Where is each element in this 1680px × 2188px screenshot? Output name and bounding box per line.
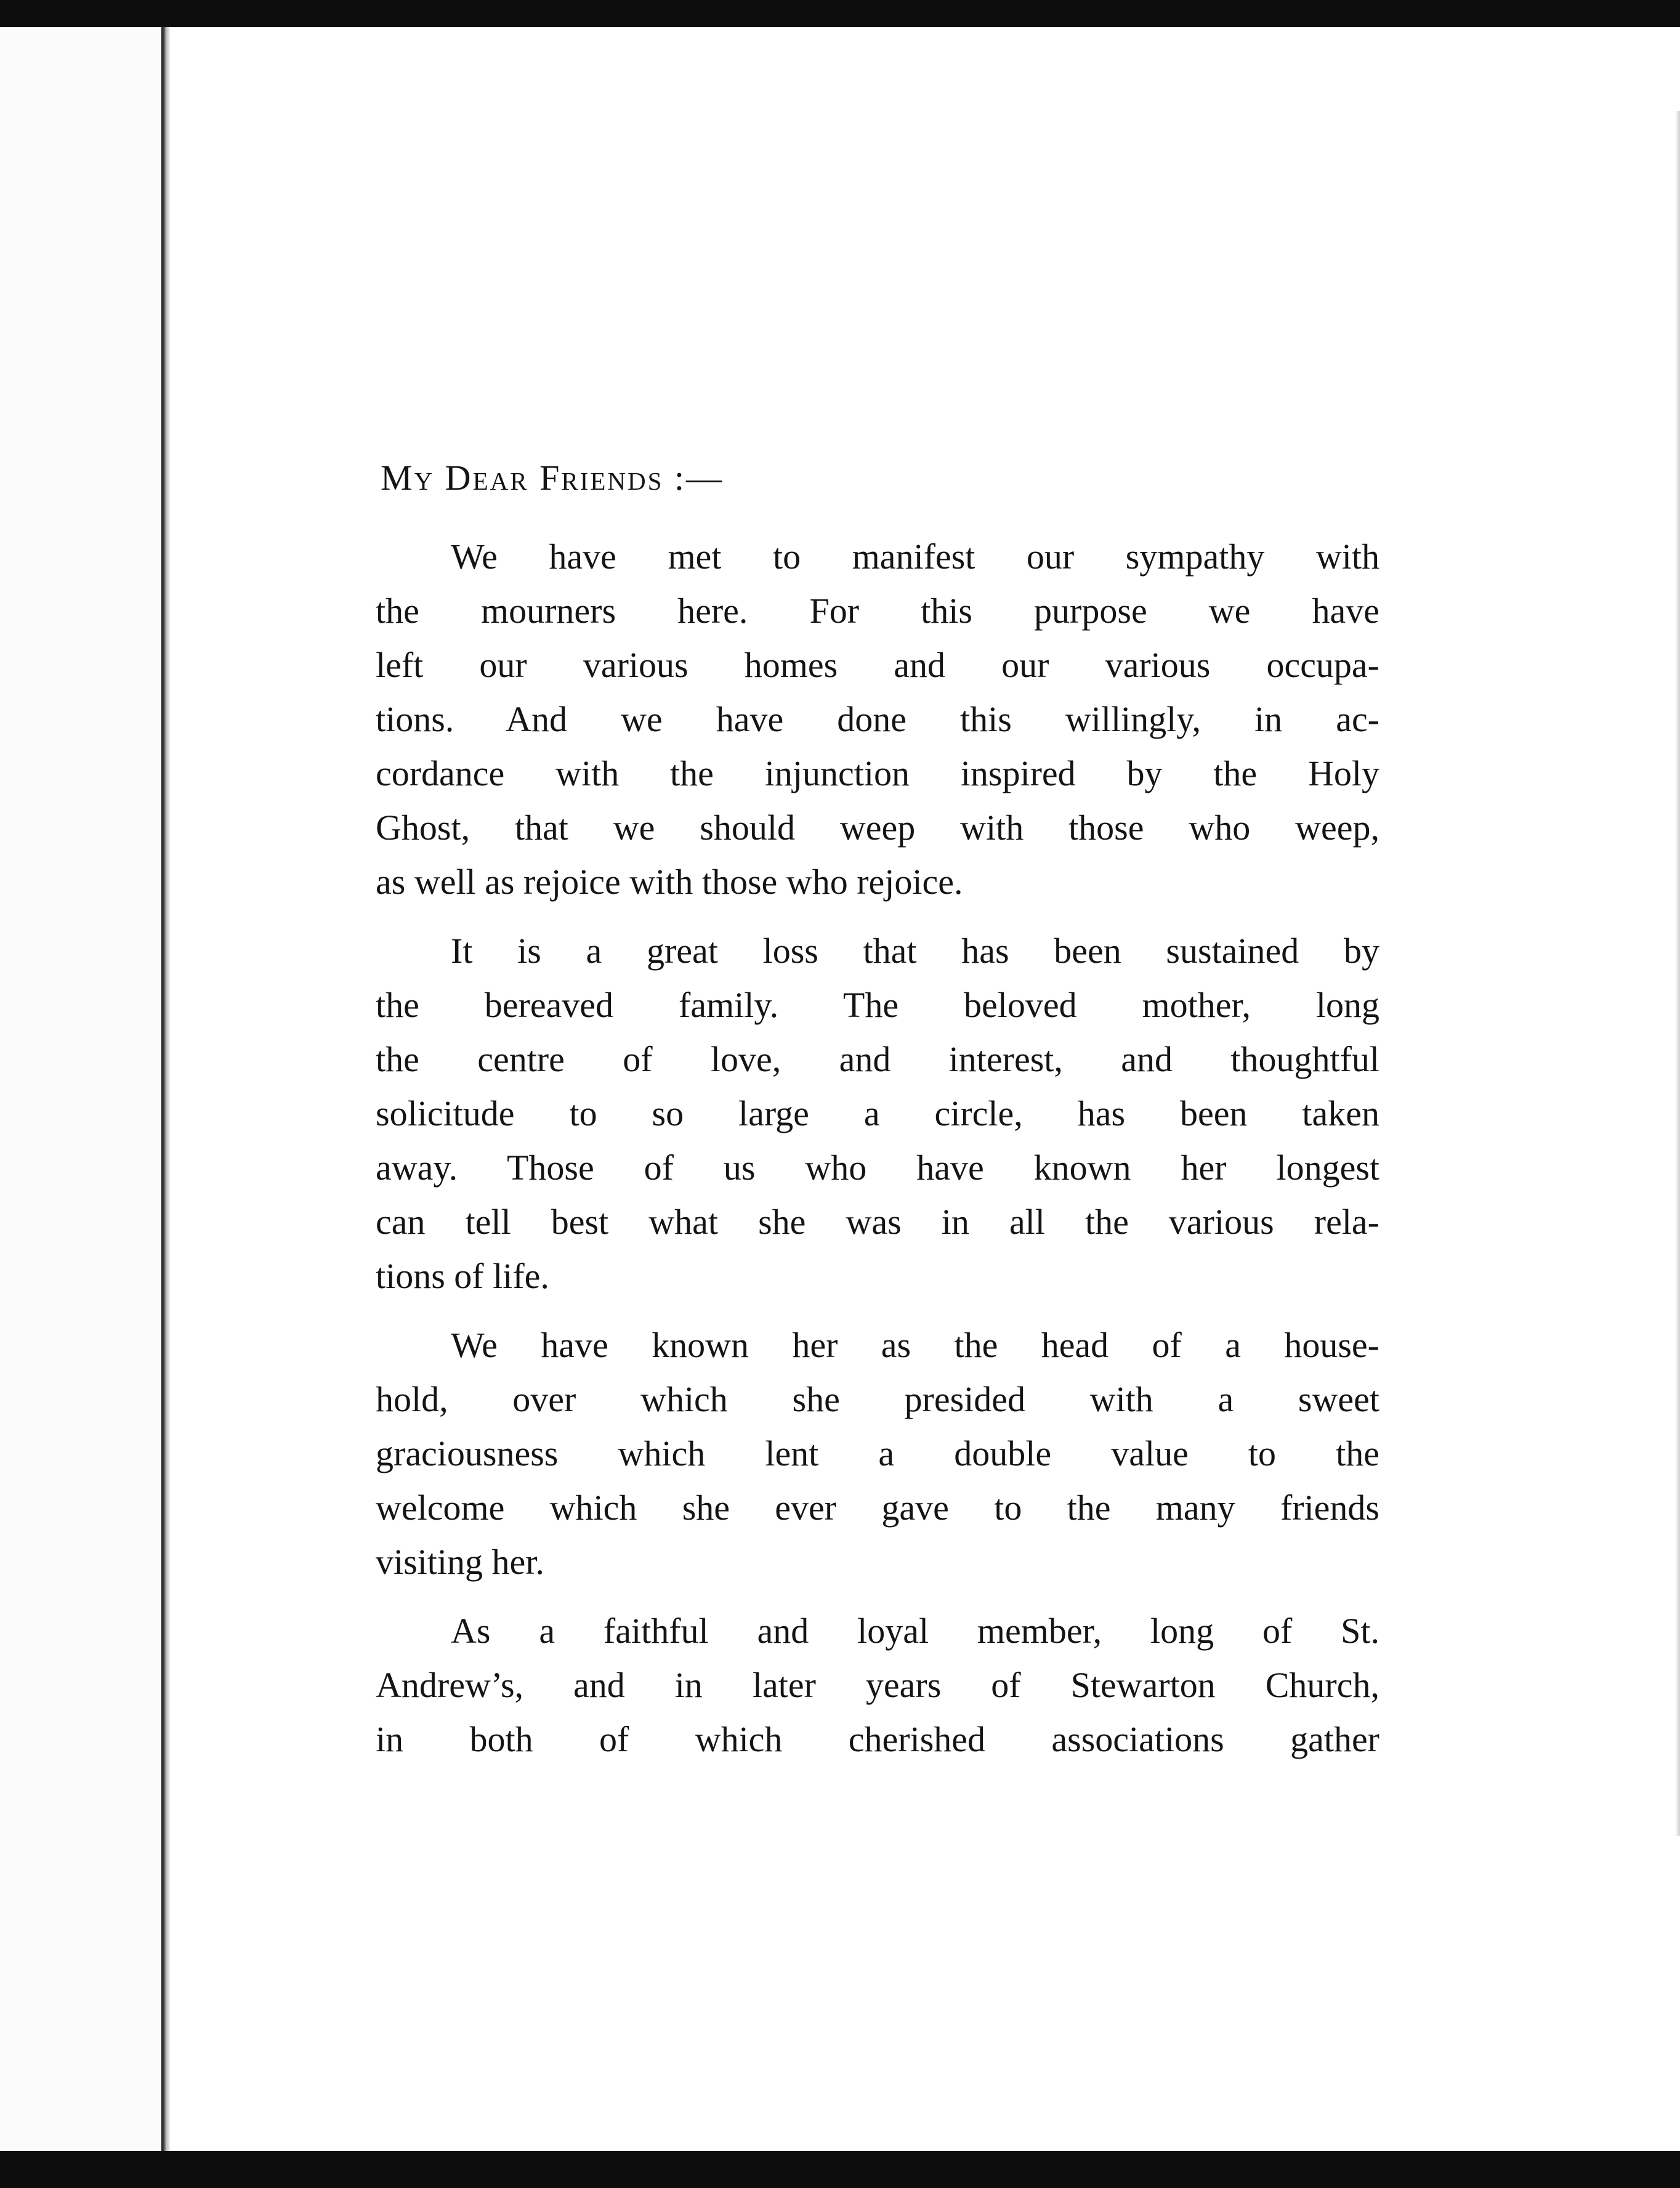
letter-body — [376, 444, 1379, 1781]
paragraph-2 — [376, 924, 1379, 1303]
scan-top-border — [0, 0, 1680, 27]
salutation: My Dear Friends :— — [381, 458, 724, 498]
text-line: We have met to manifest our sympathy with — [451, 537, 1379, 577]
left-margin-area — [0, 27, 161, 2151]
text-line: visiting her. — [376, 1542, 544, 1582]
text-line: cordance with the injunction inspired by the Holy — [376, 753, 1379, 793]
text-line: away. Those of us who have known her longest — [376, 1148, 1379, 1188]
text-line: the centre of love, and interest, and thoughtful — [376, 1039, 1379, 1079]
text-line: Andrew’s, and in later years of Stewarton Church, — [376, 1665, 1379, 1705]
text-line: in both of which cherished associations gather — [376, 1719, 1379, 1759]
text-line: Ghost, that we should weep with those who weep, — [376, 808, 1379, 848]
text-line: As a faithful and loyal member, long of St. — [451, 1611, 1379, 1651]
text-line: as well as rejoice with those who rejoice. — [376, 862, 963, 902]
right-page-edge — [1675, 111, 1680, 1836]
text-line: tions. And we have done this willingly, in ac- — [376, 699, 1379, 739]
scan-bottom-border — [0, 2151, 1680, 2188]
text-line: It is a great loss that has been sustained by — [451, 931, 1379, 971]
text-line: the mourners here. For this purpose we have — [376, 591, 1379, 631]
text-line: graciousness which lent a double value to the — [376, 1433, 1379, 1473]
binding-gutter — [161, 27, 170, 2151]
text-line: the bereaved family. The beloved mother, long — [376, 985, 1379, 1025]
paragraph-1 — [376, 530, 1379, 909]
text-line: We have known her as the head of a house- — [451, 1325, 1379, 1365]
text-line: hold, over which she presided with a sweet — [376, 1379, 1379, 1419]
text-line: solicitude to so large a circle, has been taken — [376, 1093, 1379, 1133]
text-line: left our various homes and our various occupa- — [376, 645, 1379, 685]
text-line: can tell best what she was in all the various rela- — [376, 1202, 1379, 1242]
text-line: tions of life. — [376, 1256, 549, 1296]
text-line: welcome which she ever gave to the many friends — [376, 1488, 1379, 1528]
paragraph-4 — [376, 1604, 1379, 1767]
paragraph-3 — [376, 1318, 1379, 1589]
